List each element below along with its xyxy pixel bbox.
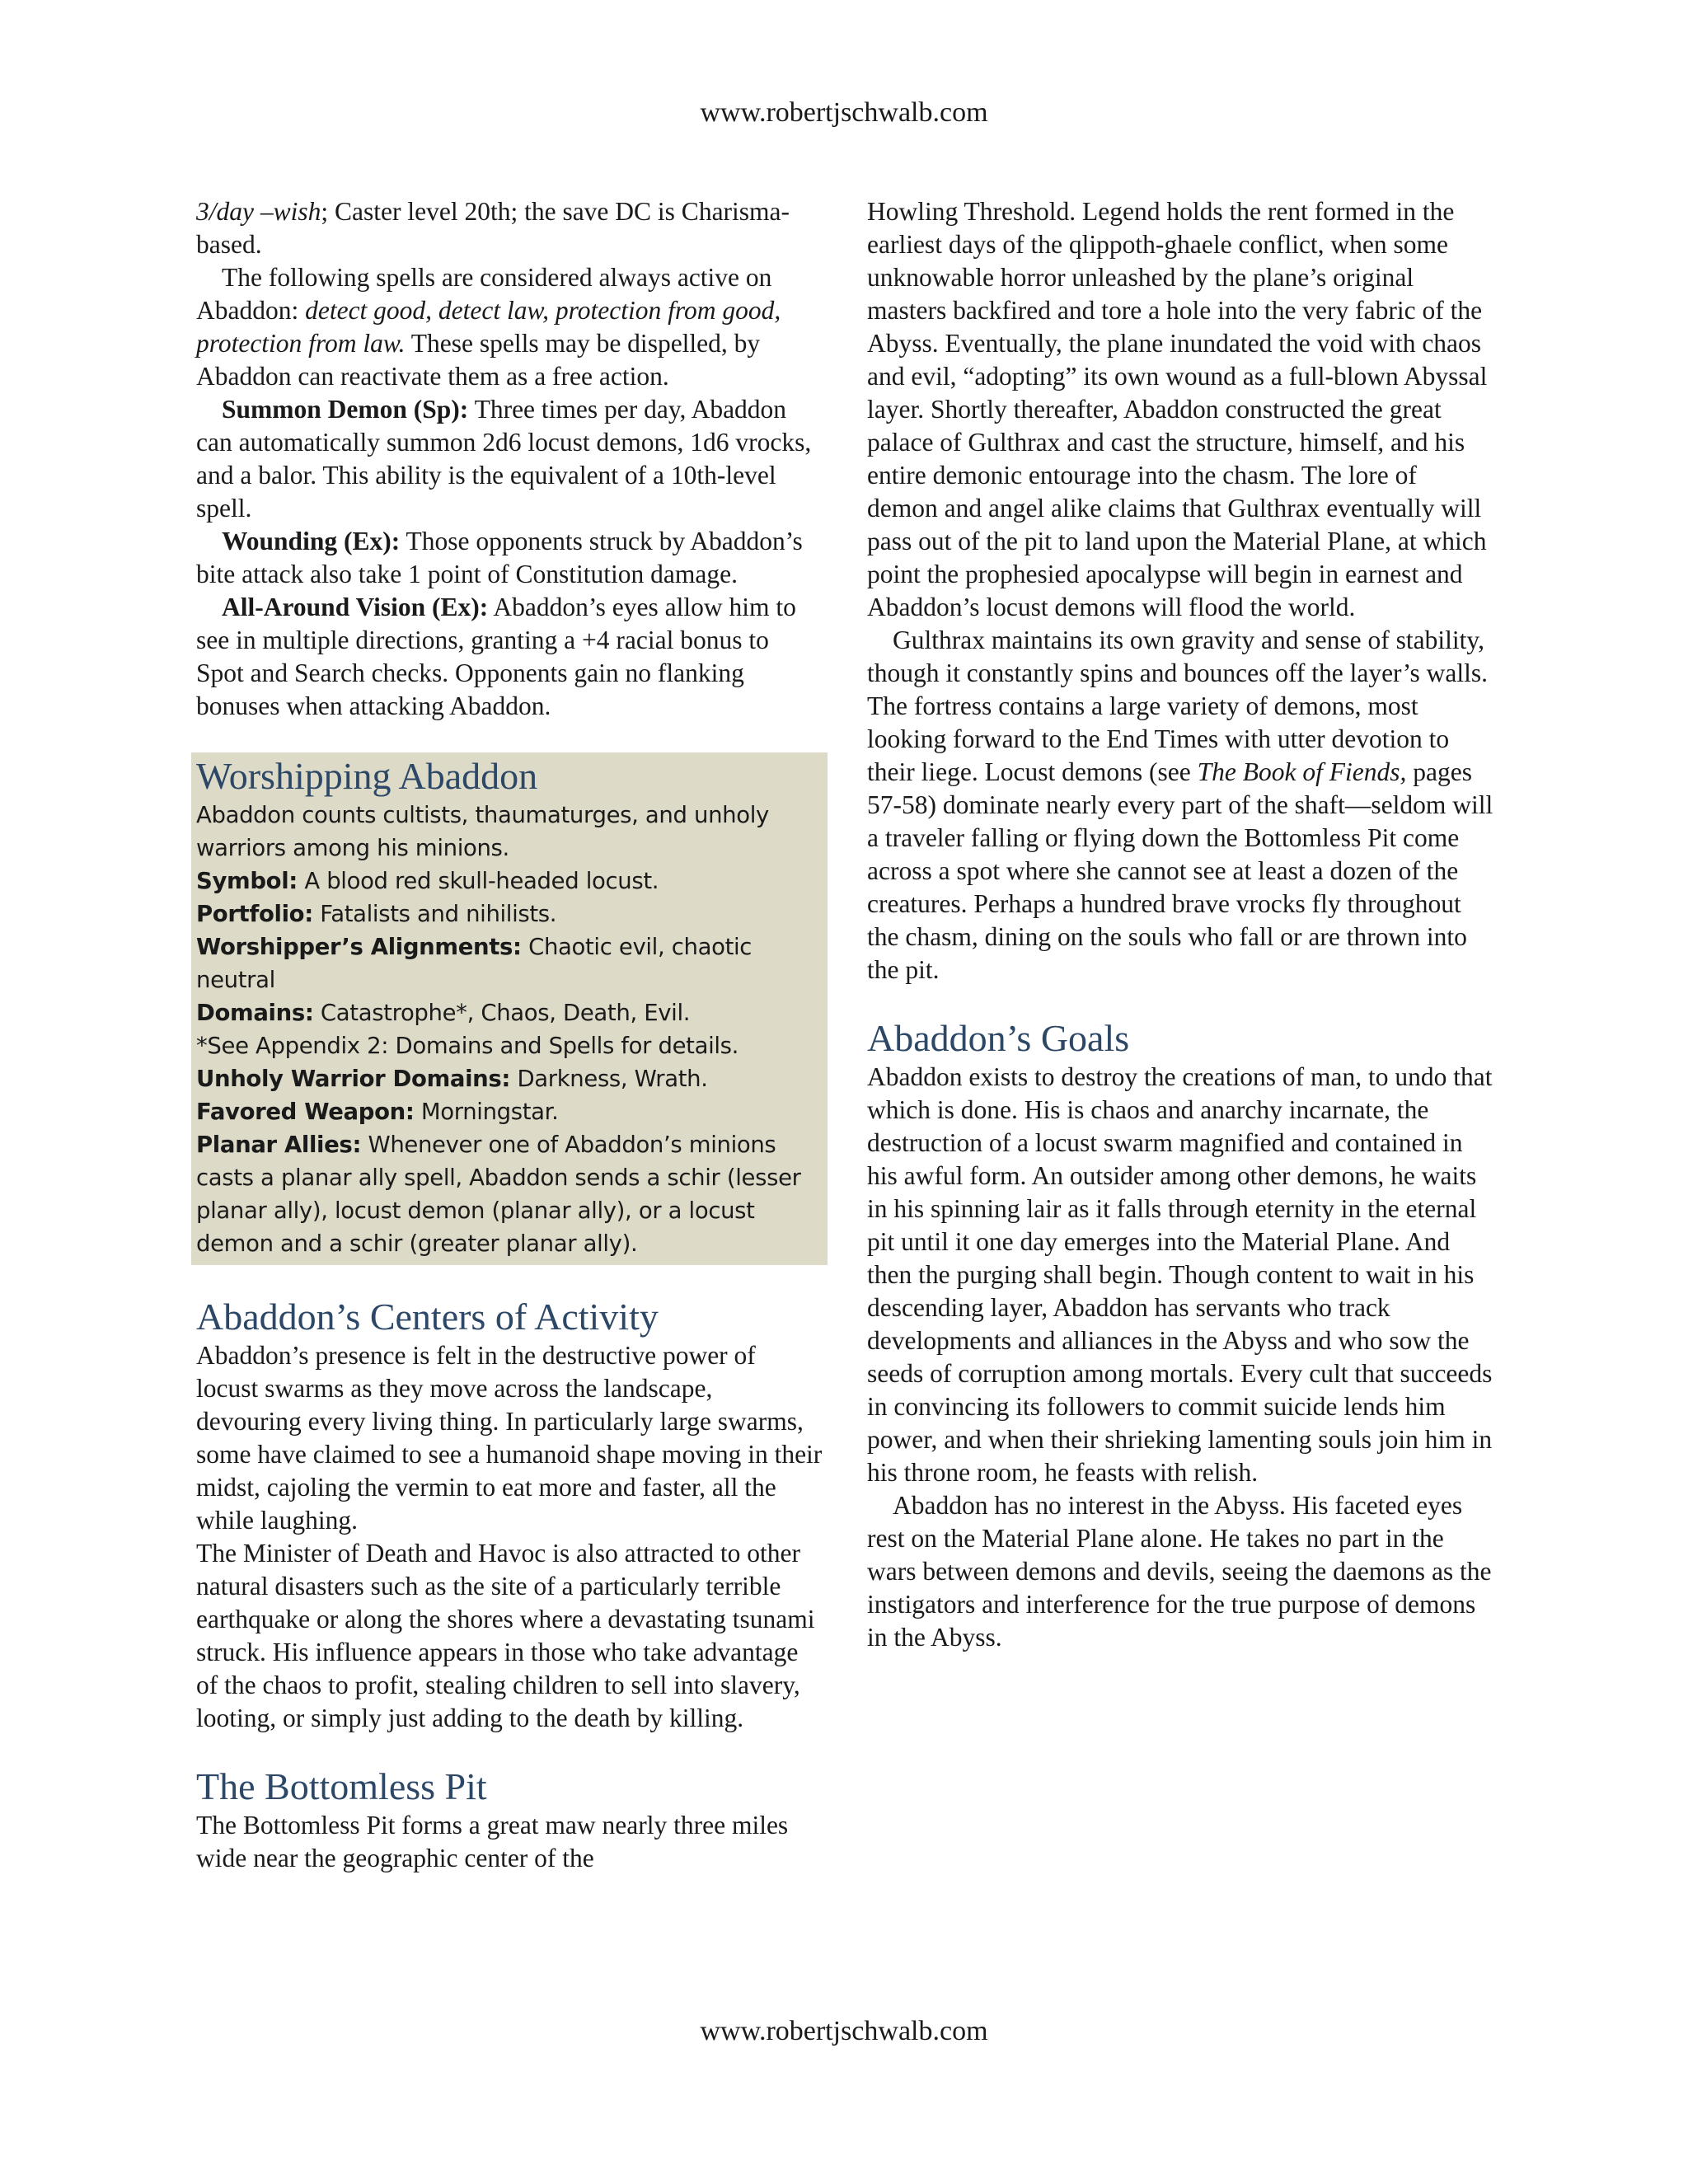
wounding-paragraph: Wounding (Ex): Those opponents struck by Abaddon’s bite attack also take 1 point of Constitution damage. [196, 527, 803, 588]
worship-unholy-domains: Unholy Warrior Domains: Darkness, Wrath. [196, 1066, 708, 1092]
bottomless-pit-heading: The Bottomless Pit [196, 1765, 487, 1807]
worship-symbol: Symbol: A blood red skull-headed locust. [196, 868, 659, 894]
worshipping-sidebar [191, 752, 828, 1265]
worship-alignments: Worshipper’s Alignments: Chaotic evil, chaotic neutral [196, 934, 753, 993]
all-around-vision-paragraph: All-Around Vision (Ex): Abaddon’s eyes allow him to see in multiple directions, granting a +4 racial bonus to Spot and Search checks. Opponents gain no flanking bonuses when attacking Abaddon. [196, 593, 796, 720]
gulthrax-paragraph: Gulthrax maintains its own gravity and sense of stability, though it constantly spins and bounces off the layer’s walls. The fortress contains a large variety of demons, most looking forward to the End Times with utter devotion to their liege. Locust demons (see The Book of Fiends, pages 57-58) dominate nearly every part of the shaft—seldom will a traveler falling or flying down the Bottomless Pit come across a spot where she cannot see at least a dozen of the creatures. Perhaps a hundred brave vrocks fly throughout the chasm, dining on the souls who fall or are thrown into the pit. [867, 626, 1493, 984]
worship-intro: Abaddon counts cultists, thaumaturges, and unholy warriors among his minions. [196, 802, 769, 861]
worship-planar-allies: Planar Allies: Whenever one of Abaddon’s minions casts a planar ally spell, Abaddon sends a schir (lesser planar ally), locust demon (planar ally), or a locust demon and a schir (greater planar ally). [196, 1132, 801, 1257]
goals-paragraph-1: Abaddon exists to destroy the creations of man, to undo that which is done. His is chaos and anarchy incarnate, the destruction of a locust swarm magnified and contained in his awful form. An outsider among other demons, he waits in his spinning lair as it falls through eternity in the eternal pit until it one day emerges into the Material Plane. And then the purging shall begin. Though content to wait in his descending layer, Abaddon has servants who track developments and alliances in the Abyss and who sow the seeds of corruption among mortals. Every cult that succeeds in convincing its followers to commit suicide lends him power, and when their shrieking lamenting souls join him in his throne room, he feasts with relish. [867, 1062, 1493, 1487]
header-url[interactable]: www.robertjschwalb.com [700, 97, 988, 128]
goals-heading: Abaddon’s Goals [867, 1017, 1130, 1059]
centers-section [196, 1295, 823, 1735]
centers-heading: Abaddon’s Centers of Activity [196, 1296, 659, 1338]
goals-section [867, 1016, 1493, 1654]
bottomless-pit-paragraph: The Bottomless Pit forms a great maw nearly three miles wide near the geographic center of the [196, 1811, 789, 1872]
bottomless-pit-section [196, 1765, 823, 1875]
always-active-paragraph: The following spells are considered always active on Abaddon: detect good, detect law, protection from good, protection from law. These spells may be dispelled, by Abaddon can reactivate them as a free action. [196, 263, 781, 391]
summon-demon-paragraph: Summon Demon (Sp): Three times per day, Abaddon can automatically summon 2d6 locust demons, 1d6 vrocks, and a balor. This ability is the equivalent of a 10th-level spell. [196, 395, 812, 523]
caster-level-paragraph: 3/day –wish; Caster level 20th; the save DC is Charisma-based. [196, 197, 790, 259]
worshipping-heading: Worshipping Abaddon [196, 755, 538, 797]
goals-paragraph-2: Abaddon has no interest in the Abyss. His faceted eyes rest on the Material Plane alone. He takes no part in the wars between demons and devils, seeing the daemons as the instigators and interference for the true purpose of demons in the Abyss. [867, 1491, 1492, 1652]
left-column [196, 195, 823, 1875]
centers-paragraph-2: The Minister of Death and Havoc is also attracted to other natural disasters such as the site of a particularly terrible earthquake or along the shores where a devastating tsunami struck. His influence appears in those who take advantage of the chaos to profit, stealing children to sell into slavery, looting, or simply just adding to the death by killing. [196, 1539, 815, 1732]
worship-portfolio: Portfolio: Fatalists and nihilists. [196, 901, 557, 927]
centers-paragraph-1: Abaddon’s presence is felt in the destructive power of locust swarms as they move across the landscape, devouring every living thing. In particularly large swarms, some have claimed to see a humanoid shape moving in their midst, cajoling the vermin to eat more and faster, all the while laughing. [196, 1341, 823, 1535]
howling-threshold-paragraph: Howling Threshold. Legend holds the rent formed in the earliest days of the qlippoth-ghaele conflict, when some unknowable horror unleashed by the plane’s original masters backfired and tore a hole into the very fabric of the Abyss. Eventually, the plane inundated the void with chaos and evil, “adopting” its own wound as a full-blown Abyssal layer. Shortly thereafter, Abaddon constructed the great palace of Gulthrax and cast the structure, himself, and his entire demonic entourage into the chasm. The lore of demon and angel alike claims that Gulthrax eventually will pass out of the pit to land upon the Material Plane, at which point the prophesied apocalypse will begin in earnest and Abaddon’s locust demons will flood the world. [867, 197, 1488, 621]
worship-favored-weapon: Favored Weapon: Morningstar. [196, 1099, 559, 1125]
footer-url[interactable]: www.robertjschwalb.com [700, 2016, 988, 2046]
right-column [867, 195, 1493, 1654]
worship-domains: Domains: Catastrophe*, Chaos, Death, Evil. [196, 1000, 691, 1026]
worship-appendix-note: *See Appendix 2: Domains and Spells for details. [196, 1033, 739, 1059]
